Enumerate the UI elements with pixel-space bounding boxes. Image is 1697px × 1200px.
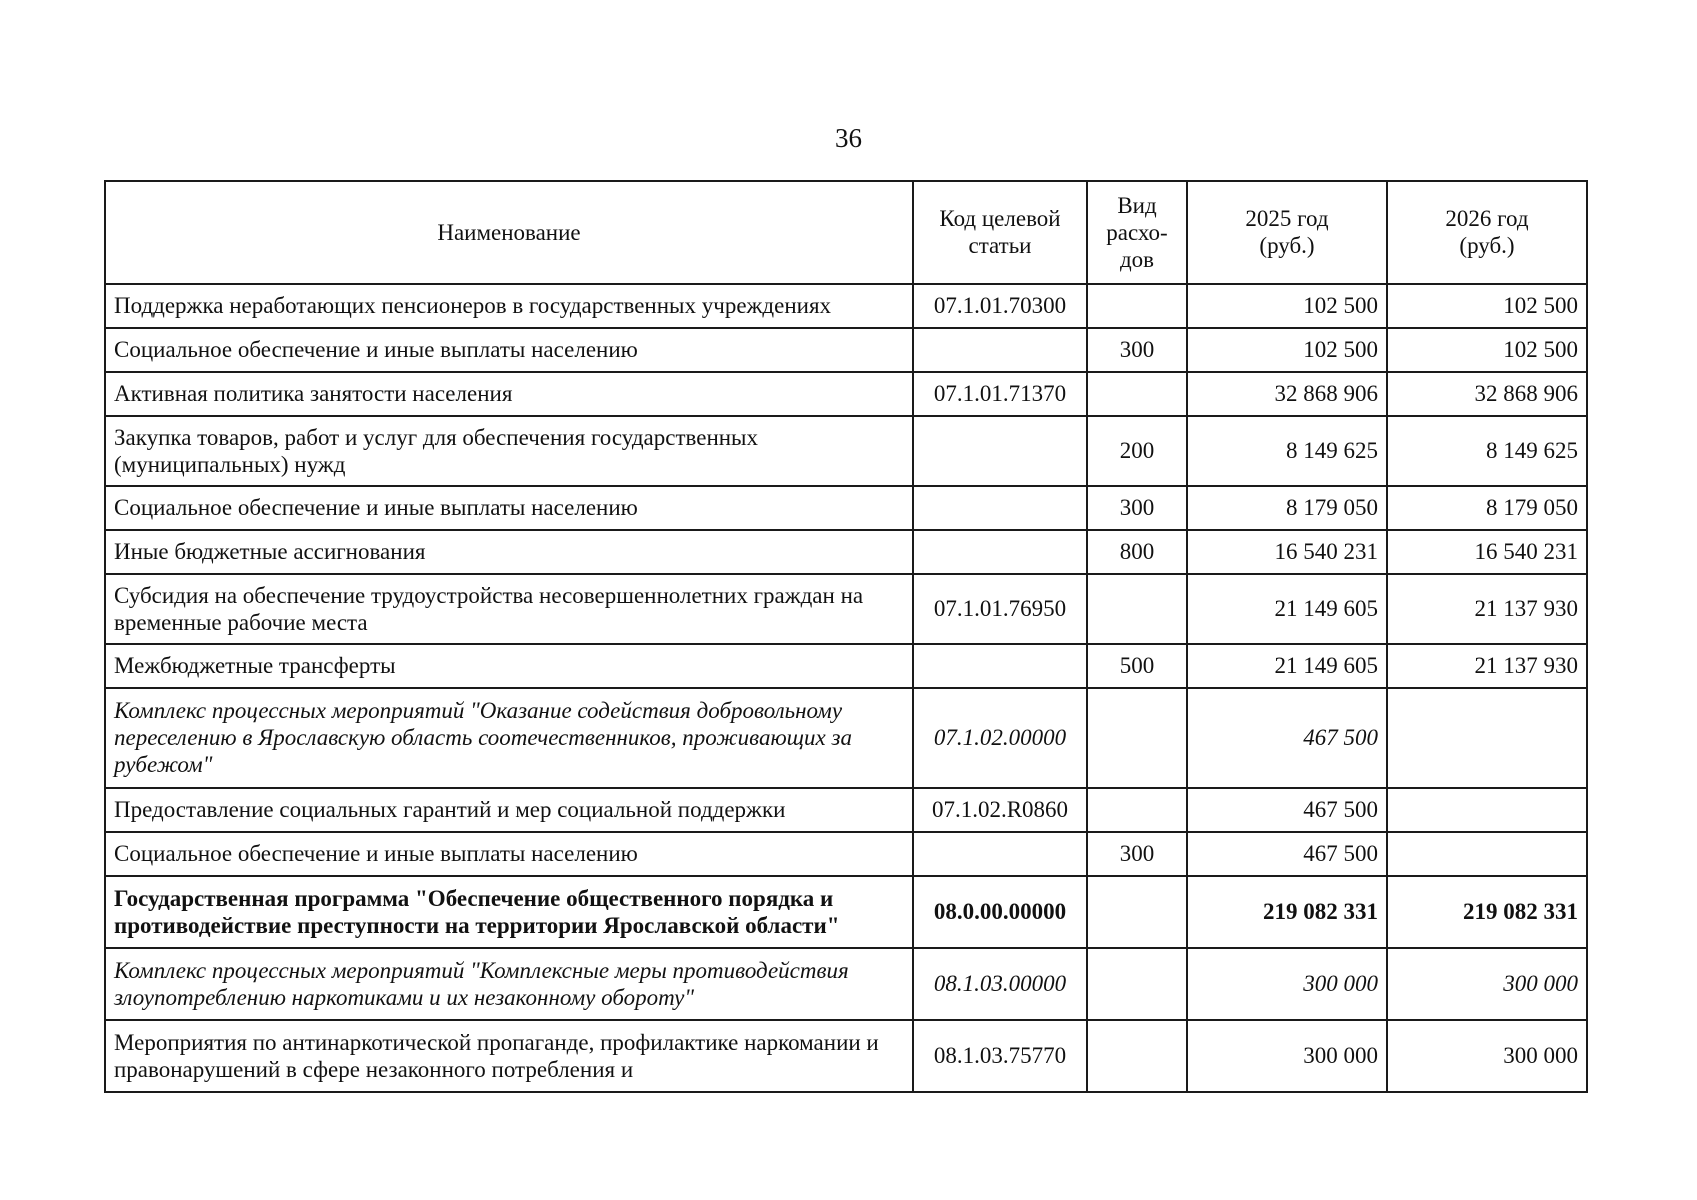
- table-header-row: [105, 181, 1587, 284]
- row-kind: 300: [1087, 486, 1187, 530]
- row-2025: 8 149 625: [1187, 416, 1387, 486]
- row-2025: 21 149 605: [1187, 574, 1387, 644]
- row-2026: [1387, 788, 1587, 832]
- row-name: Закупка товаров, работ и услуг для обеспечения государственных (муниципальных) нужд: [105, 416, 913, 486]
- row-code: [913, 530, 1087, 574]
- table-row: [105, 486, 1587, 530]
- row-2025: 467 500: [1187, 832, 1387, 876]
- row-2025: 102 500: [1187, 284, 1387, 328]
- row-2025: 300 000: [1187, 1020, 1387, 1092]
- table-row: [105, 832, 1587, 876]
- row-kind: [1087, 688, 1187, 788]
- row-code: [913, 328, 1087, 372]
- row-name: Комплекс процессных мероприятий "Комплексные меры противодействия злоупотреблению наркотиками и их незаконному обороту": [105, 948, 913, 1020]
- row-2025: 300 000: [1187, 948, 1387, 1020]
- row-2026: 8 149 625: [1387, 416, 1587, 486]
- table-row: [105, 876, 1587, 948]
- row-name: Межбюджетные трансферты: [105, 644, 913, 688]
- table-row: [105, 948, 1587, 1020]
- row-name: Социальное обеспечение и иные выплаты населению: [105, 486, 913, 530]
- row-code: [913, 832, 1087, 876]
- row-2025: 32 868 906: [1187, 372, 1387, 416]
- row-2025: 102 500: [1187, 328, 1387, 372]
- row-kind: 300: [1087, 832, 1187, 876]
- row-2025: 8 179 050: [1187, 486, 1387, 530]
- row-kind: [1087, 284, 1187, 328]
- row-code: 08.0.00.00000: [913, 876, 1087, 948]
- header-code: Код целевой статьи: [913, 181, 1087, 284]
- table-row: [105, 284, 1587, 328]
- row-name: Субсидия на обеспечение трудоустройства несовершеннолетних граждан на временные рабочие места: [105, 574, 913, 644]
- header-2026: 2026 год (руб.): [1387, 181, 1587, 284]
- table-row: [105, 1020, 1587, 1092]
- row-code: 07.1.01.71370: [913, 372, 1087, 416]
- row-kind: [1087, 1020, 1187, 1092]
- row-2026: 21 137 930: [1387, 574, 1587, 644]
- row-2026: 300 000: [1387, 948, 1587, 1020]
- row-name: Иные бюджетные ассигнования: [105, 530, 913, 574]
- header-kind: Вид расхо- дов: [1087, 181, 1187, 284]
- row-name: Государственная программа "Обеспечение общественного порядка и противодействие преступности на территории Ярославской области": [105, 876, 913, 948]
- row-code: [913, 416, 1087, 486]
- row-kind: 300: [1087, 328, 1187, 372]
- row-2026: [1387, 832, 1587, 876]
- row-2025: 16 540 231: [1187, 530, 1387, 574]
- row-kind: 200: [1087, 416, 1187, 486]
- row-kind: [1087, 372, 1187, 416]
- row-code: [913, 486, 1087, 530]
- table-row: [105, 574, 1587, 644]
- table-row: [105, 328, 1587, 372]
- row-name: Предоставление социальных гарантий и мер социальной поддержки: [105, 788, 913, 832]
- row-2026: 32 868 906: [1387, 372, 1587, 416]
- row-2025: 21 149 605: [1187, 644, 1387, 688]
- row-2026: 21 137 930: [1387, 644, 1587, 688]
- row-2026: 102 500: [1387, 284, 1587, 328]
- row-2025: 467 500: [1187, 788, 1387, 832]
- table-row: [105, 372, 1587, 416]
- row-kind: [1087, 788, 1187, 832]
- row-name: Комплекс процессных мероприятий "Оказание содействия добровольному переселению в Ярославскую область соотечественников, проживающих за рубежом": [105, 688, 913, 788]
- row-kind: [1087, 876, 1187, 948]
- table-row: [105, 688, 1587, 788]
- table-row: [105, 788, 1587, 832]
- row-2026: 102 500: [1387, 328, 1587, 372]
- row-name: Социальное обеспечение и иные выплаты населению: [105, 832, 913, 876]
- table-row: [105, 530, 1587, 574]
- row-2026: 8 179 050: [1387, 486, 1587, 530]
- row-name: Поддержка неработающих пенсионеров в государственных учреждениях: [105, 284, 913, 328]
- row-code: 07.1.02.00000: [913, 688, 1087, 788]
- row-name: Активная политика занятости населения: [105, 372, 913, 416]
- row-code: 08.1.03.75770: [913, 1020, 1087, 1092]
- table-row: [105, 644, 1587, 688]
- row-2025: 467 500: [1187, 688, 1387, 788]
- row-code: 08.1.03.00000: [913, 948, 1087, 1020]
- row-2026: 300 000: [1387, 1020, 1587, 1092]
- row-2026: 16 540 231: [1387, 530, 1587, 574]
- row-code: 07.1.01.70300: [913, 284, 1087, 328]
- row-2025: 219 082 331: [1187, 876, 1387, 948]
- row-code: 07.1.02.R0860: [913, 788, 1087, 832]
- row-2026: 219 082 331: [1387, 876, 1587, 948]
- row-kind: [1087, 574, 1187, 644]
- row-2026: [1387, 688, 1587, 788]
- row-name: Социальное обеспечение и иные выплаты населению: [105, 328, 913, 372]
- table-row: [105, 416, 1587, 486]
- row-code: 07.1.01.76950: [913, 574, 1087, 644]
- row-code: [913, 644, 1087, 688]
- header-name: Наименование: [105, 181, 913, 284]
- header-2025: 2025 год (руб.): [1187, 181, 1387, 284]
- row-kind: 800: [1087, 530, 1187, 574]
- budget-table: [104, 180, 1588, 1093]
- row-name: Мероприятия по антинаркотической пропаганде, профилактике наркомании и правонарушений в сфере незаконного потребления и: [105, 1020, 913, 1092]
- page-number: 36: [835, 123, 862, 153]
- row-kind: 500: [1087, 644, 1187, 688]
- row-kind: [1087, 948, 1187, 1020]
